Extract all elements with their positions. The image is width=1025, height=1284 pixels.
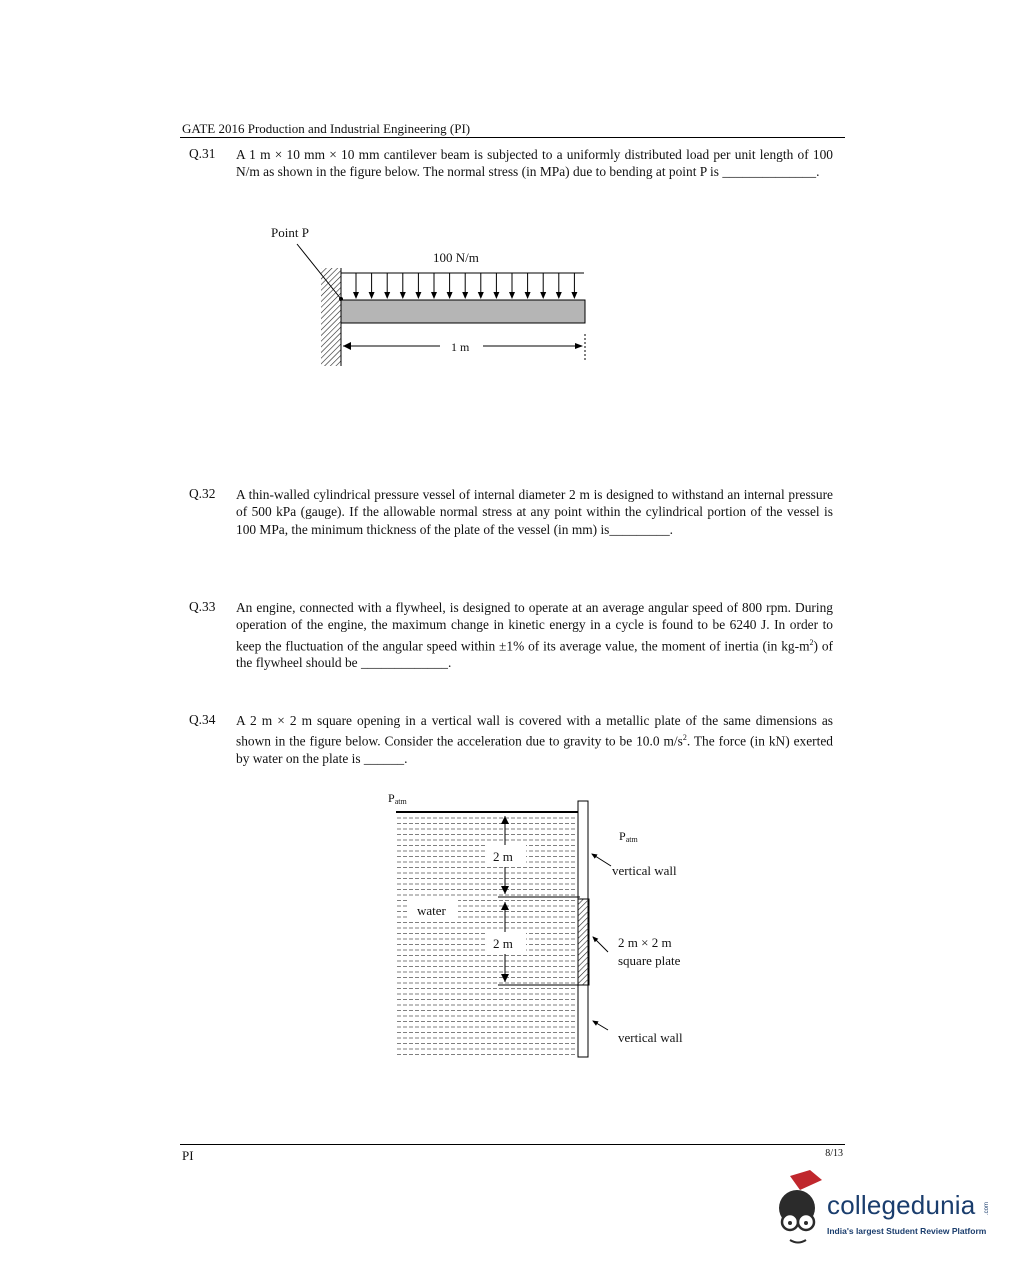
udl-arrowhead [369,292,375,299]
point-p-label: Point P [271,225,309,240]
header-title: GATE 2016 Production and Industrial Engineering (PI) [182,121,471,136]
collegedunia-logo-icon [779,1170,822,1243]
question-33-text: An engine, connected with a flywheel, is designed to operate at an average angular speed of 800 rpm. During operation of the engine, the maximum change in kinetic energy in a cycle is found to be 6240 J. In order to keep the fluctuation of the angular speed within ±1% of its average value, the moment of inertia (in $kg-m^2$) of the flywheel should be _____________. [236,600,833,671]
udl-arrowhead [493,292,499,299]
load-label: 100 N/m [433,250,479,265]
udl-arrowhead [540,292,546,299]
water-tank-figure [388,791,683,1057]
upper-wall-label: vertical wall [612,863,677,878]
page-number: 8/13 [825,1148,843,1159]
footer-rule [180,1144,845,1145]
udl-arrowhead [571,292,577,299]
length-label: 1 m [451,340,470,354]
upper-depth-label: 2 m [493,849,513,864]
plate-label-line2: square plate [618,953,681,968]
udl-arrowhead [478,292,484,299]
question-34-number: Q.34 [189,712,216,727]
beam [341,300,585,323]
water-label: water [417,903,446,918]
brand-tld: .com [984,1202,990,1216]
udl-arrowhead [384,292,390,299]
question-32-number: Q.32 [189,486,216,501]
lower-wall-label: vertical wall [618,1030,683,1045]
lower-depth-label: 2 m [493,936,513,951]
question-34-text: A 2 m × 2 m square opening in a vertical wall is covered with a metallic plate of the same dimensions as shown in the figure below. Consider the acceleration due to gravity to be 10.0 $m/s^2$. The force (in kN) exerted by water on the plate is ______. [236,713,833,767]
question-32-text: A thin-walled cylindrical pressure vessel of internal diameter 2 m is designed to withstand an internal pressure of 500 kPa (gauge). If the allowable normal stress at any point within the cylindrical portion of the vessel is 100 MPa, the minimum thickness of the plate of the vessel (in mm) is_________. [236,487,833,537]
udl-arrowhead [447,292,453,299]
plate-label-line1: 2 m × 2 m [618,935,672,950]
question-33-number: Q.33 [189,599,216,614]
udl-arrowhead [462,292,468,299]
udl-arrows [353,273,577,299]
udl-arrowhead [556,292,562,299]
question-31-text: A 1 m × 10 mm × 10 mm cantilever beam is subjected to a uniformly distributed load per unit length of 100 N/m as shown in the figure below. The normal stress (in MPa) due to bending at point P is ______________. [236,147,833,180]
udl-arrowhead [431,292,437,299]
footer-subject: PI [182,1148,194,1163]
question-31-number: Q.31 [189,146,216,161]
udl-arrowhead [509,292,515,299]
fixed-support [321,268,341,366]
udl-arrowhead [400,292,406,299]
udl-arrowhead [353,292,359,299]
patm-right-label: Patm [619,829,638,844]
udl-arrowhead [415,292,421,299]
brand-name: collegedunia [827,1190,976,1220]
patm-left-label: Patm [388,791,407,806]
brand-tagline: India's largest Student Review Platform [827,1226,987,1236]
square-plate [578,899,589,985]
udl-arrowhead [525,292,531,299]
